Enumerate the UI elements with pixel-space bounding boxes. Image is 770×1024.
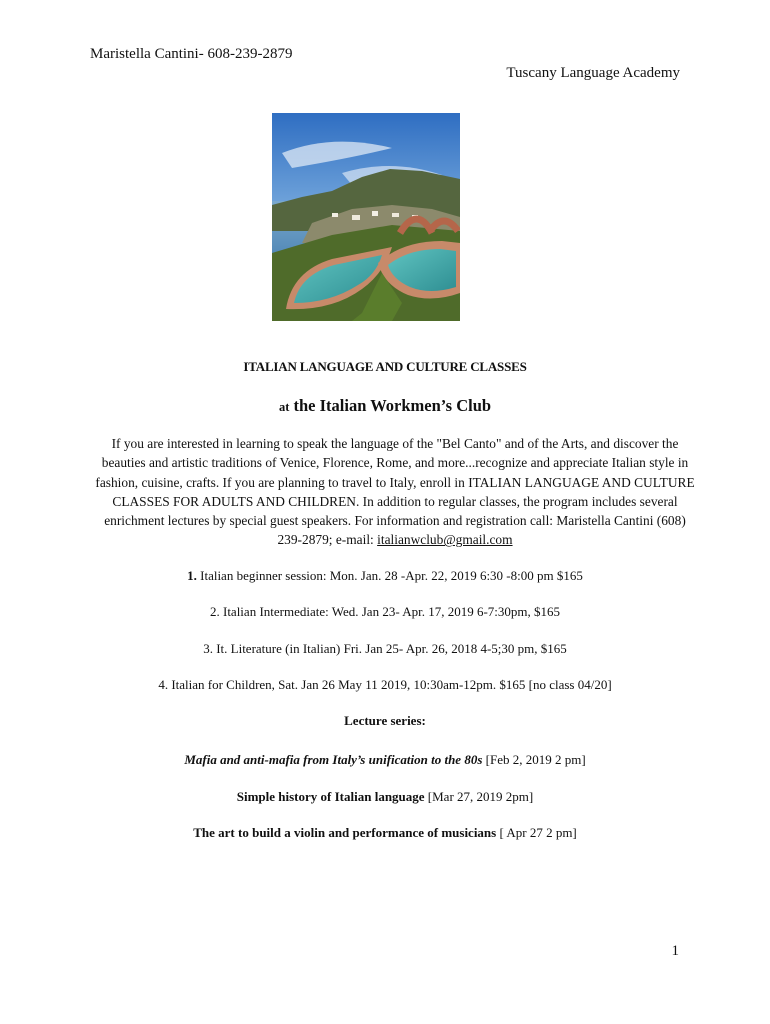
header-contact: Maristella Cantini- 608-239-2879	[90, 46, 293, 62]
lecture-item-2	[0, 789, 770, 805]
class-item-text: Italian beginner session: Mon. Jan. 28 -Apr. 22, 2019 6:30 -8:00 pm $165	[196, 568, 583, 583]
subtitle-prefix: at	[278, 400, 290, 414]
document-title: ITALIAN LANGUAGE AND CULTURE CLASSES	[243, 359, 527, 374]
lecture-info: [Mar 27, 2019 2pm]	[424, 789, 534, 804]
intro-paragraph	[95, 434, 695, 550]
coastal-pool-photo	[272, 113, 460, 321]
class-item-4	[0, 677, 770, 693]
class-item-text: It. Literature (in Italian) Fri. Jan 25- Apr. 26, 2018 4-5;30 pm, $165	[212, 641, 567, 656]
lecture-title: The art to build a violin and performance of musicians	[193, 825, 497, 840]
lecture-info: [ Apr 27 2 pm]	[496, 825, 577, 840]
lecture-info: [Feb 2, 2019 2 pm]	[482, 752, 586, 767]
document-subtitle	[0, 396, 770, 416]
class-item-1	[0, 568, 770, 584]
intro-text: If you are interested in learning to speak the language of the "Bel Canto" and of the Arts, and discover the beauties and artistic traditions of Venice, Florence, Rome, and more...recognize and appreciate Italian style in fashion, cuisine, crafts. If you are planning to travel to Italy, enroll in ITALIAN LANGUAGE AND CULTURE CLASSES FOR ADULTS AND CHILDREN. In addition to regular classes, the program includes several enrichment lectures by special guest speakers. For information and registration call: Maristella Cantini (608) 239-2879; e-mail:	[95, 436, 695, 548]
lecture-series-heading: Lecture series:	[344, 713, 426, 728]
subtitle-venue: the Italian Workmen’s Club	[293, 396, 492, 415]
class-item-text: Italian Intermediate: Wed. Jan 23- Apr. 17, 2019 6-7:30pm, $165	[219, 604, 560, 619]
page-number: 1	[671, 943, 679, 959]
class-item-num: 4.	[158, 677, 169, 692]
header-organization: Tuscany Language Academy	[506, 65, 680, 81]
email-link[interactable]: italianwclub@gmail.com	[377, 532, 513, 548]
class-item-num: 1.	[187, 568, 197, 583]
lecture-title: Mafia and anti-mafia from Italy’s unification to the 80s	[184, 752, 483, 767]
class-item-2	[0, 604, 770, 620]
class-item-3	[0, 641, 770, 657]
lecture-item-3	[0, 825, 770, 841]
lecture-title: Simple history of Italian language	[236, 789, 425, 804]
class-item-num: 2.	[209, 604, 220, 619]
class-item-text: Italian for Children, Sat. Jan 26 May 11 2019, 10:30am-12pm. $165 [no class 04/20]	[168, 677, 612, 692]
lecture-item-1	[0, 752, 770, 768]
class-item-num: 3.	[203, 641, 213, 656]
